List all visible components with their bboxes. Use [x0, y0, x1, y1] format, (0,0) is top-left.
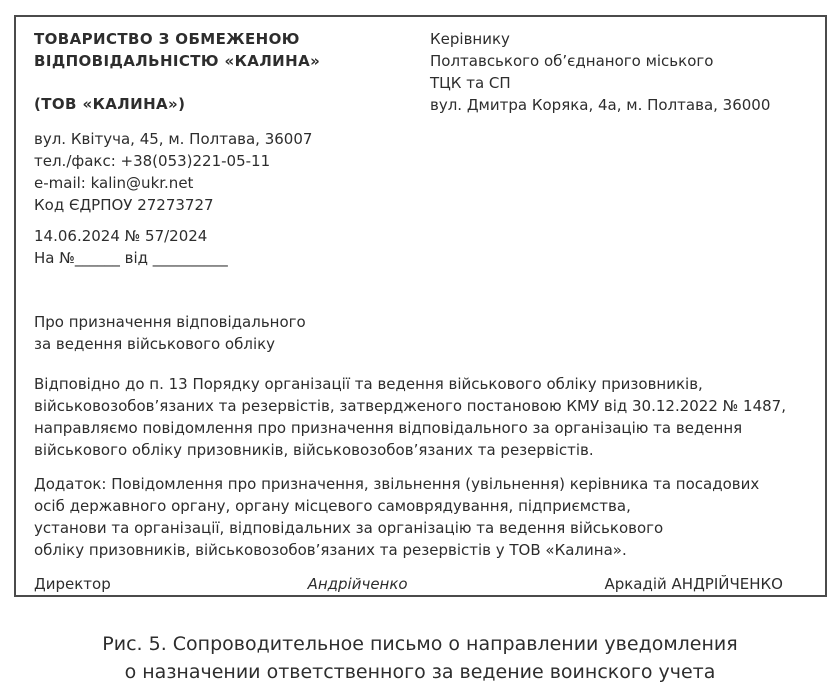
- body-line-4: військового обліку призовників, військовозобов’язаних та резервістів.: [34, 441, 594, 459]
- sender-email: e-mail: kalin@ukr.net: [34, 174, 194, 192]
- sender-contacts-block: [34, 128, 807, 216]
- recipient-organization: Полтавського об’єднаного міського: [430, 52, 714, 70]
- signature-full-name: Аркадій АНДРІЙЧЕНКО: [604, 575, 783, 593]
- sender-name-line-1: ТОВАРИСТВО З ОБМЕЖЕНОЮ: [34, 30, 300, 48]
- figure-caption-line-2: о назначении ответственного за ведение воинского учета: [124, 661, 716, 683]
- signature-position: Директор: [34, 575, 111, 593]
- attachment-paragraph: [34, 473, 807, 561]
- attachment-line-1: Додаток: Повідомлення про призначення, звільнення (увільнення) керівника та посадових: [34, 475, 760, 493]
- figure-caption-line-1: Рис. 5. Сопроводительное письмо о направлении уведомления: [102, 633, 738, 655]
- sender-short-name: (ТОВ «КАЛИНА»): [34, 95, 186, 113]
- sender-block: [34, 28, 430, 116]
- attachment-line-3: установи та організації, відповідальних за організацію та ведення військового: [34, 519, 664, 537]
- sender-edrpou-code: Код ЄДРПОУ 27273727: [34, 196, 214, 214]
- subject-line-1: Про призначення відповідального: [34, 313, 306, 331]
- reference-block: [34, 225, 807, 269]
- recipient-title: Керівнику: [430, 30, 510, 48]
- recipient-address: вул. Дмитра Коряка, 4а, м. Полтава, 36000: [430, 96, 771, 114]
- sender-address: вул. Квітуча, 45, м. Полтава, 36007: [34, 130, 313, 148]
- reply-to-line: На №______ від __________: [34, 249, 228, 267]
- sender-phone: тел./факс: +38(053)221-05-11: [34, 152, 271, 170]
- sender-name-line-2: ВІДПОВІДАЛЬНІСТЮ «КАЛИНА»: [34, 52, 321, 70]
- letter-header: [34, 28, 807, 116]
- attachment-line-4: обліку призовників, військовозобов’язаних та резервістів у ТОВ «Калина».: [34, 541, 627, 559]
- recipient-organization-2: ТЦК та СП: [430, 74, 511, 92]
- signature-row: [34, 573, 807, 595]
- attachment-line-2: осіб державного органу, органу місцевого самоврядування, підприємства,: [34, 497, 631, 515]
- body-line-3: направляємо повідомлення про призначення відповідального за організацію та ведення: [34, 419, 743, 437]
- recipient-block: [430, 28, 807, 116]
- body-line-2: військовозобов’язаних та резервістів, затвердженого постановою КМУ від 30.12.2022 № 1487,: [34, 397, 786, 415]
- letter-document: [14, 15, 827, 597]
- letter-date-number: 14.06.2024 № 57/2024: [34, 227, 208, 245]
- body-line-1: Відповідно до п. 13 Порядку організації та ведення військового обліку призовників,: [34, 375, 703, 393]
- body-paragraph: [34, 373, 807, 461]
- subject-block: [34, 311, 807, 355]
- subject-line-2: за ведення військового обліку: [34, 335, 276, 353]
- signature-handwritten: Андрійченко: [307, 575, 408, 593]
- figure-caption: [0, 630, 840, 686]
